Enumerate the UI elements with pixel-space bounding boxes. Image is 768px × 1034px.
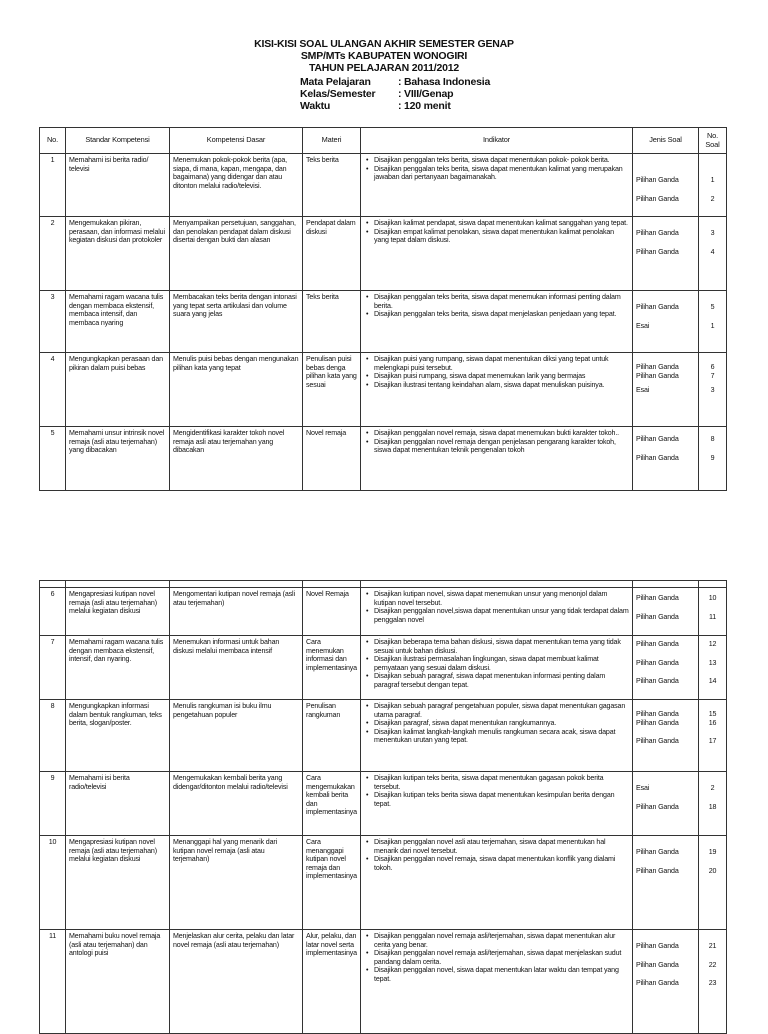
indikator-item: • Disajikan paragraf, siswa dapat menentukan rangkumannya. — [374, 719, 629, 728]
meta-value: : 120 menit — [398, 100, 451, 112]
cell-jenis-soal — [633, 154, 699, 217]
cell-no-soal — [699, 154, 727, 217]
cell-indikator — [361, 700, 633, 772]
cell-indikator — [361, 836, 633, 930]
indikator-list — [364, 932, 629, 984]
cell-materi: Pendapat dalam diskusi — [303, 217, 361, 291]
jenis-soal-entry: Pilihan Ganda — [636, 453, 679, 462]
cell-materi: Novel remaja — [303, 427, 361, 491]
cell-no: 4 — [40, 353, 66, 427]
cell-standar-kompetensi: Memahami ragam wacana tulis dengan membaca ekstensif, membaca intensif, dan membaca nyaring — [66, 291, 170, 353]
indikator-item: • Disajikan kutipan novel, siswa dapat menemukan unsur yang menonjol dalam kutipan novel tersebut. — [374, 590, 629, 607]
meta-key: Waktu — [300, 100, 331, 112]
jenis-soal-entry: Pilihan Ganda — [636, 802, 679, 811]
no-soal-entry: 17 — [708, 737, 717, 746]
jenis-soal-entry: Pilihan Ganda — [636, 612, 679, 621]
indikator-item: • Disajikan ilustrasi permasalahan lingkungan, siswa dapat membuat kalimat pernyataan yang sesuai dalam diskusi. — [374, 655, 629, 672]
jenis-soal-entry: Pilihan Ganda — [636, 658, 679, 667]
no-soal-entry: 3 — [710, 386, 715, 395]
cell-indikator — [361, 217, 633, 291]
cell-no: 6 — [40, 588, 66, 636]
meta-row-class — [300, 88, 490, 100]
no-soal-entry: 1 — [710, 321, 715, 330]
cell-indikator — [361, 427, 633, 491]
jenis-soal-entry: Pilihan Ganda — [636, 942, 679, 950]
no-soal-entry: 10 — [708, 594, 717, 602]
indikator-item: • Disajikan penggalan novel,siswa dapat menentukan unsur yang tidak terdapat dalam penggalan novel — [374, 607, 629, 624]
indikator-list — [364, 219, 629, 245]
no-soal-entry: 6 — [710, 363, 715, 371]
cell-no-soal — [699, 353, 727, 427]
table-row — [40, 636, 727, 700]
indikator-list — [364, 429, 629, 455]
cell-no: 2 — [40, 217, 66, 291]
indikator-item: • Disajikan kutipan teks berita, siswa dapat menentukan gagasan pokok berita tersebut. — [374, 774, 629, 791]
indikator-item: • Disajikan penggalan teks berita, siswa dapat menentukan pokok- pokok berita. — [374, 156, 629, 165]
table-header-row — [40, 128, 727, 154]
cell-materi: Cara mengemukakan kembali berita dan implementasinya — [303, 772, 361, 836]
jenis-soal-entry: Pilihan Ganda — [636, 303, 679, 311]
cell-no: 11 — [40, 930, 66, 1034]
indikator-list — [364, 590, 629, 624]
jenis-soal-entry: Pilihan Ganda — [636, 677, 679, 686]
cell-kompetensi-dasar: Menemukan pokok-pokok berita (apa, siapa, di mana, kapan, mengapa, dan bagaimana) yang didengar dan atau ditonton melalui radio/televisi. — [170, 154, 303, 217]
indikator-item: • Disajikan penggalan teks berita, siswa dapat menjelaskan penjedaan yang tepat. — [374, 310, 629, 319]
col-header-kompetensi-dasar: Kompetensi Dasar — [170, 128, 303, 154]
cell-materi: Novel Remaja — [303, 588, 361, 636]
jenis-soal-entry: Pilihan Ganda — [636, 960, 679, 969]
cell-jenis-soal — [633, 588, 699, 636]
indikator-list — [364, 774, 629, 808]
indikator-item: • Disajikan kalimat pendapat, siswa dapat menentukan kalimat sanggahan yang tepat. — [374, 219, 629, 228]
indikator-item: • Disajikan empat kalimat penolakan, siswa dapat menentukan kalimat penolakan yang tepat dalam diskusi. — [374, 228, 629, 245]
jenis-soal-entry: Esai — [636, 386, 650, 395]
jenis-soal-entry: Pilihan Ganda — [636, 594, 679, 602]
no-soal-entry: 7 — [710, 371, 715, 380]
jenis-soal-entry: Pilihan Ganda — [636, 435, 679, 443]
cell-standar-kompetensi: Memahami ragam wacana tulis dengan membaca ekstensif, intensif, dan nyaring. — [66, 636, 170, 700]
table-row — [40, 154, 727, 217]
cell-kompetensi-dasar: Membacakan teks berita dengan intonasi yang tepat serta artikulasi dan volume suara yang jelas — [170, 291, 303, 353]
cell-standar-kompetensi: Mengapresiasi kutipan novel remaja (asli atau terjemahan) melalui kegiatan diskusi — [66, 836, 170, 930]
no-soal-entry: 4 — [710, 247, 715, 256]
cell-kompetensi-dasar: Menemukan informasi untuk bahan diskusi melalui membaca intensif — [170, 636, 303, 700]
indikator-item: • Disajikan penggalan novel, siswa dapat menentukan latar waktu dan tempat yang tepat. — [374, 966, 629, 983]
cell-no-soal — [699, 291, 727, 353]
col-header-indikator: Indikator — [361, 128, 633, 154]
no-soal-entry: 22 — [708, 960, 717, 969]
table-spacer-row — [40, 581, 727, 588]
indikator-item: • Disajikan penggalan novel remaja asli/terjemahan, siswa dapat menjelaskan sudut pandang dalam cerita. — [374, 949, 629, 966]
cell-no-soal — [699, 588, 727, 636]
cell-no-soal — [699, 427, 727, 491]
cell-no: 3 — [40, 291, 66, 353]
cell-standar-kompetensi: Memahami buku novel remaja (asli atau terjemahan) dan antologi puisi — [66, 930, 170, 1034]
meta-value: : VIII/Genap — [398, 88, 454, 100]
indikator-item: • Disajikan penggalan teks berita, siswa dapat menentukan kalimat yang merupakan jawaban dari pertanyaan bagaimanakah. — [374, 165, 629, 182]
jenis-soal-entry: Pilihan Ganda — [636, 866, 679, 875]
cell-jenis-soal — [633, 836, 699, 930]
cell-kompetensi-dasar: Menjelaskan alur cerita, pelaku dan latar novel remaja (asli atau terjemahan) — [170, 930, 303, 1034]
cell-materi: Teks berita — [303, 154, 361, 217]
cell-kompetensi-dasar: Mengomentari kutipan novel remaja (asli atau terjemahan) — [170, 588, 303, 636]
col-header-no-soal-line1: No. — [706, 130, 719, 140]
cell-standar-kompetensi: Mengungkapkan informasi dalam bentuk rangkuman, teks berita, slogan/poster. — [66, 700, 170, 772]
cell-kompetensi-dasar: Mengemukakan kembali berita yang didengar/ditonton melalui radio/televisi — [170, 772, 303, 836]
cell-indikator — [361, 588, 633, 636]
jenis-soal-entry: Pilihan Ganda — [636, 737, 679, 746]
no-soal-entry: 13 — [708, 658, 717, 667]
no-soal-entry: 14 — [708, 677, 717, 686]
col-header-standar-kompetensi: Standar Kompetensi — [66, 128, 170, 154]
doc-meta — [300, 76, 490, 112]
document-header — [0, 38, 768, 74]
cell-jenis-soal — [633, 636, 699, 700]
cell-indikator — [361, 772, 633, 836]
indikator-item: • Disajikan penggalan novel asli atau terjemahan, siswa dapat menentukan hal menarik dari novel tersebut. — [374, 838, 629, 855]
cell-indikator — [361, 353, 633, 427]
col-header-materi: Materi — [303, 128, 361, 154]
no-soal-entry: 2 — [710, 784, 715, 792]
no-soal-entry: 20 — [708, 866, 717, 875]
cell-no-soal — [699, 930, 727, 1034]
table-row — [40, 291, 727, 353]
no-soal-entry: 21 — [708, 942, 717, 950]
no-soal-entry: 1 — [710, 176, 715, 184]
cell-materi: Teks berita — [303, 291, 361, 353]
meta-key: Mata Pelajaran — [300, 76, 371, 88]
no-soal-entry: 9 — [710, 453, 715, 462]
cell-materi: Alur, pelaku, dan latar novel serta implementasinya — [303, 930, 361, 1034]
cell-jenis-soal — [633, 217, 699, 291]
indikator-item: • Disajikan kutipan teks berita siswa dapat menentukan kesimpulan berita dengan tepat. — [374, 791, 629, 808]
jenis-soal-entry: Pilihan Ganda — [636, 247, 679, 256]
indikator-list — [364, 156, 629, 182]
cell-no: 10 — [40, 836, 66, 930]
doc-title: KISI-KISI SOAL ULANGAN AKHIR SEMESTER GENAP — [254, 38, 514, 50]
no-soal-entry: 19 — [708, 848, 717, 856]
cell-materi: Penulisan rangkuman — [303, 700, 361, 772]
cell-no: 8 — [40, 700, 66, 772]
cell-no-soal — [699, 700, 727, 772]
indikator-item: • Disajikan puisi yang rumpang, siswa dapat menentukan diksi yang tepat untuk melengkapi puisi tersebut. — [374, 355, 629, 372]
indikator-item: • Disajikan penggalan novel remaja, siswa dapat menentukan konflik yang dialami tokoh. — [374, 855, 629, 872]
cell-no-soal — [699, 772, 727, 836]
cell-standar-kompetensi: Mengungkapkan perasaan dan pikiran dalam puisi bebas — [66, 353, 170, 427]
indikator-item: • Disajikan beberapa tema bahan diskusi, siswa dapat menentukan tema yang tidak sesuai untuk bahan diskusi. — [374, 638, 629, 655]
no-soal-entry: 2 — [710, 194, 715, 203]
indikator-item: • Disajikan penggalan novel remaja, siswa dapat menemukan bukti karakter tokoh.. — [374, 429, 629, 438]
indikator-item: • Disajikan penggalan novel remaja dengan penjelasan pengarang karakter tokoh, siswa dapat menentukan teknik pengenalan tokoh — [374, 438, 629, 455]
col-header-no-soal — [699, 128, 727, 154]
cell-standar-kompetensi: Memahami unsur intrinsik novel remaja (asli atau terjemahan) yang dibacakan — [66, 427, 170, 491]
cell-materi: Cara menanggapi kutipan novel remaja dan implementasinya — [303, 836, 361, 930]
cell-jenis-soal — [633, 700, 699, 772]
table-row — [40, 588, 727, 636]
cell-no: 1 — [40, 154, 66, 217]
cell-no: 9 — [40, 772, 66, 836]
indikator-item: • Disajikan sebuah paragraf pengetahuan populer, siswa dapat menentukan gagasan utama paragraf. — [374, 702, 629, 719]
indikator-list — [364, 355, 629, 389]
cell-no: 7 — [40, 636, 66, 700]
no-soal-entry: 23 — [708, 979, 717, 988]
table-row — [40, 217, 727, 291]
meta-row-time — [300, 100, 490, 112]
indikator-item: • Disajikan penggalan novel remaja asli/terjemahan, siswa dapat menentukan alur cerita yang benar. — [374, 932, 629, 949]
cell-kompetensi-dasar: Menanggapi hal yang menarik dari kutipan novel remaja (asli atau terjemahan) — [170, 836, 303, 930]
jenis-soal-entry: Esai — [636, 321, 650, 330]
cell-jenis-soal — [633, 772, 699, 836]
cell-kompetensi-dasar: Menulis rangkuman isi buku ilmu pengetahuan populer — [170, 700, 303, 772]
meta-value: : Bahasa Indonesia — [398, 76, 491, 88]
jenis-soal-entry: Pilihan Ganda — [636, 371, 679, 380]
cell-standar-kompetensi: Memahami isi berita radio/televisi — [66, 772, 170, 836]
indikator-item: • Disajikan ilustrasi tentang keindahan alam, siswa dapat menuliskan puisinya. — [374, 381, 629, 390]
cell-kompetensi-dasar: Mengidentifikasi karakter tokoh novel remaja asli atau terjemahan yang dibacakan — [170, 427, 303, 491]
no-soal-entry: 18 — [708, 802, 717, 811]
jenis-soal-entry: Pilihan Ganda — [636, 710, 679, 718]
indikator-item: • Disajikan penggalan teks berita, siswa dapat menemukan informasi penting dalam berita. — [374, 293, 629, 310]
indikator-list — [364, 638, 629, 690]
jenis-soal-entry: Pilihan Ganda — [636, 229, 679, 237]
kisi-kisi-table-page2 — [39, 580, 727, 1034]
cell-materi: Cara menemukan informasi dan implementasinya — [303, 636, 361, 700]
meta-key: Kelas/Semester — [300, 88, 376, 100]
jenis-soal-entry: Pilihan Ganda — [636, 848, 679, 856]
no-soal-entry: 15 — [708, 710, 717, 718]
table-row — [40, 700, 727, 772]
no-soal-entry: 3 — [710, 229, 715, 237]
cell-jenis-soal — [633, 427, 699, 491]
cell-no: 5 — [40, 427, 66, 491]
cell-jenis-soal — [633, 930, 699, 1034]
no-soal-entry: 11 — [708, 612, 717, 621]
cell-no-soal — [699, 217, 727, 291]
table-row — [40, 427, 727, 491]
cell-indikator — [361, 636, 633, 700]
cell-standar-kompetensi: Mengapresiasi kutipan novel remaja (asli atau terjemahan) melalui kegiatan diskusi — [66, 588, 170, 636]
jenis-soal-entry: Pilihan Ganda — [636, 194, 679, 203]
jenis-soal-entry: Pilihan Ganda — [636, 640, 679, 648]
table-row — [40, 836, 727, 930]
meta-row-subject — [300, 76, 490, 88]
table-row — [40, 772, 727, 836]
jenis-soal-entry: Pilihan Ganda — [636, 176, 679, 184]
jenis-soal-entry: Esai — [636, 784, 650, 792]
cell-kompetensi-dasar: Menulis puisi bebas dengan mengunakan pilihan kata yang tepat — [170, 353, 303, 427]
cell-indikator — [361, 154, 633, 217]
cell-no-soal — [699, 836, 727, 930]
cell-kompetensi-dasar: Menyampaikan persetujuan, sanggahan, dan penolakan pendapat dalam diskusi disertai dengan bukti dan alasan — [170, 217, 303, 291]
col-header-jenis-soal: Jenis Soal — [633, 128, 699, 154]
indikator-item: • Disajikan kalimat langkah-langkah menulis rangkuman secara acak, siswa dapat menentukan urutan yang tepat. — [374, 728, 629, 745]
doc-subtitle-year: TAHUN PELAJARAN 2011/2012 — [308, 62, 460, 74]
cell-jenis-soal — [633, 353, 699, 427]
cell-indikator — [361, 291, 633, 353]
no-soal-entry: 5 — [710, 303, 715, 311]
indikator-list — [364, 293, 629, 319]
cell-materi: Penulisan puisi bebas denga pilihan kata yang sesuai — [303, 353, 361, 427]
no-soal-entry: 12 — [708, 640, 717, 648]
indikator-list — [364, 702, 629, 745]
no-soal-entry: 16 — [708, 718, 717, 727]
doc-subtitle-region: SMP/MTs KABUPATEN WONOGIRI — [300, 50, 468, 62]
table-row — [40, 353, 727, 427]
no-soal-entry: 8 — [710, 435, 715, 443]
cell-standar-kompetensi: Mengemukakan pikiran, perasaan, dan informasi melalui kegiatan diskusi dan protokoler — [66, 217, 170, 291]
table-row — [40, 930, 727, 1034]
kisi-kisi-table-page1 — [39, 127, 727, 491]
col-header-no: No. — [40, 128, 66, 154]
jenis-soal-entry: Pilihan Ganda — [636, 979, 679, 988]
indikator-list — [364, 838, 629, 872]
col-header-no-soal-line2: Soal — [705, 139, 720, 149]
cell-indikator — [361, 930, 633, 1034]
jenis-soal-entry: Pilihan Ganda — [636, 718, 679, 727]
cell-standar-kompetensi: Memahami isi berita radio/ televisi — [66, 154, 170, 217]
indikator-item: • Disajikan sebuah paragraf, siswa dapat menentukan informasi penting dalam paragraf tersebut dengan tepat. — [374, 672, 629, 689]
indikator-item: • Disajikan puisi rumpang, siswa dapat menemukan larik yang bermajas — [374, 372, 629, 381]
cell-no-soal — [699, 636, 727, 700]
jenis-soal-entry: Pilihan Ganda — [636, 363, 679, 371]
cell-jenis-soal — [633, 291, 699, 353]
